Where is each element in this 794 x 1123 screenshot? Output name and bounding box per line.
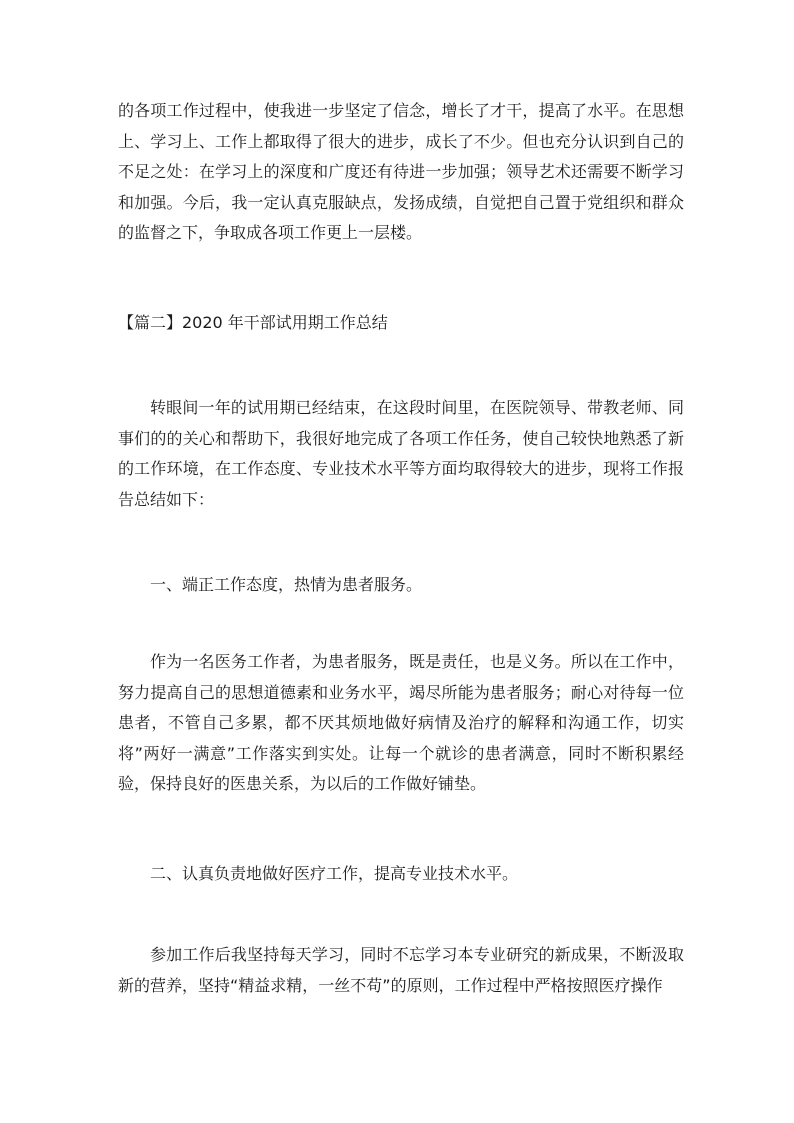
paragraph-opening: 转眼间一年的试用期已经结束，在这段时间里，在医院领导、带教老师、同事们的的关心和帮助下，我很好地完成了各项工作任务，使自己较快地熟悉了新的工作环境，在工作态度、专业技术水平等方面均取得较大的进步，现将工作报告总结如下：: [118, 398, 684, 509]
heading-attitude: 一、端正工作态度，热情为患者服务。: [150, 575, 423, 594]
paragraph-attitude: 作为一名医务工作者，为患者服务，既是责任，也是义务。所以在工作中，努力提高自己的思想道德素和业务水平，竭尽所能为患者服务；耐心对待每一位患者，不管自己多累，都不厌其烦地做好病情及治疗的解释和沟通工作，切实将”两好一满意”工作落实到实处。让每一个就诊的患者满意，同时不断积累经验，保持良好的医患关系，为以后的工作做好铺垫。: [118, 652, 684, 793]
heading-medical-work: 二、认真负责地做好医疗工作，提高专业技术水平。: [150, 864, 519, 883]
section-title: 【篇二】2020 年干部试用期工作总结: [118, 313, 388, 332]
paragraph-intro-continuation: 的各项工作过程中，使我进一步坚定了信念，增长了才干，提高了水平。在思想上、学习上、工作上都取得了很大的进步，成长了不少。但也充分认识到自己的不足之处：在学习上的深度和广度还有待进一步加强；领导艺术还需要不断学习和加强。今后，我一定认真克服缺点，发扬成绩，自觉把自己置于党组织和群众的监督之下，争取成各项工作更上一层楼。: [118, 101, 684, 242]
paragraph-medical-work: 参加工作后我坚持每天学习，同时不忘学习本专业研究的新成果，不断汲取新的营养，坚持“精益求精，一丝不苟”的原则，工作过程中严格按照医疗操作: [118, 945, 684, 995]
